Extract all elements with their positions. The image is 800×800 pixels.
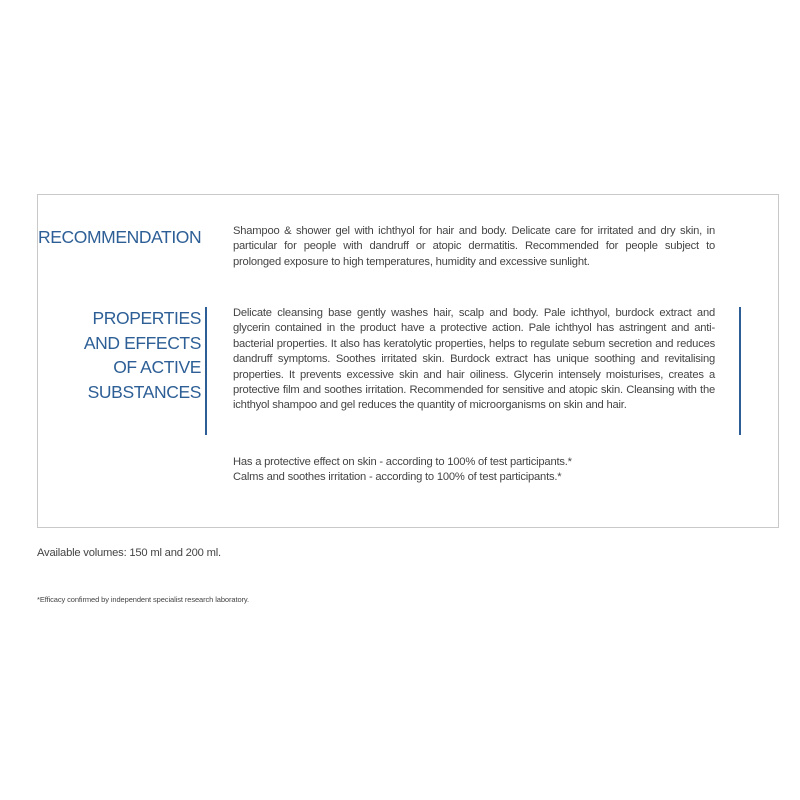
right-divider [739,307,741,435]
claim-soothing: Calms and soothes irritation - according to 100% of test participants.* [233,471,562,484]
efficacy-footnote: *Efficacy confirmed by independent specialist research laboratory. [37,595,249,604]
properties-text: Delicate cleansing base gently washes hair, scalp and body. Pale ichthyol, burdock extract and glycerin contained in the product have a protective action. Pale ichthyol has astringent and anti-bacterial properties. It also has keratolytic properties, helps to regulate sebum secretion and reduces dandruff symptoms. Soothes irritated skin. Burdock extract has unique soothing and revitalising properties. It prevents excessive skin and hair oiliness. Glycerin intensely moisturises, creates a protective film and soothes irritation. Recommended for sensitive and atopic skin. Cleansing with the ichthyol shampoo and gel reduces the quantity of microorganisms on skin and hair. [233,307,715,412]
available-volumes: Available volumes: 150 ml and 200 ml. [37,547,221,559]
left-divider [205,307,207,435]
recommendation-text: Shampoo & shower gel with ichthyol for hair and body. Delicate care for irritated and dry skin, in particular for people with dandruff or atopic dermatitis. Recommended for people subject to prolonged exposure to high temperatures, humidity and excessive sunlight. [233,225,715,268]
claims-list [233,455,715,486]
recommendation-heading: RECOMMENDATION [38,227,202,247]
properties-heading: PROPERTIES AND EFFECTS OF ACTIVE SUBSTANCES [83,308,201,402]
claim-protective: Has a protective effect on skin - according to 100% of test participants.* [233,456,572,468]
info-box [37,194,779,528]
